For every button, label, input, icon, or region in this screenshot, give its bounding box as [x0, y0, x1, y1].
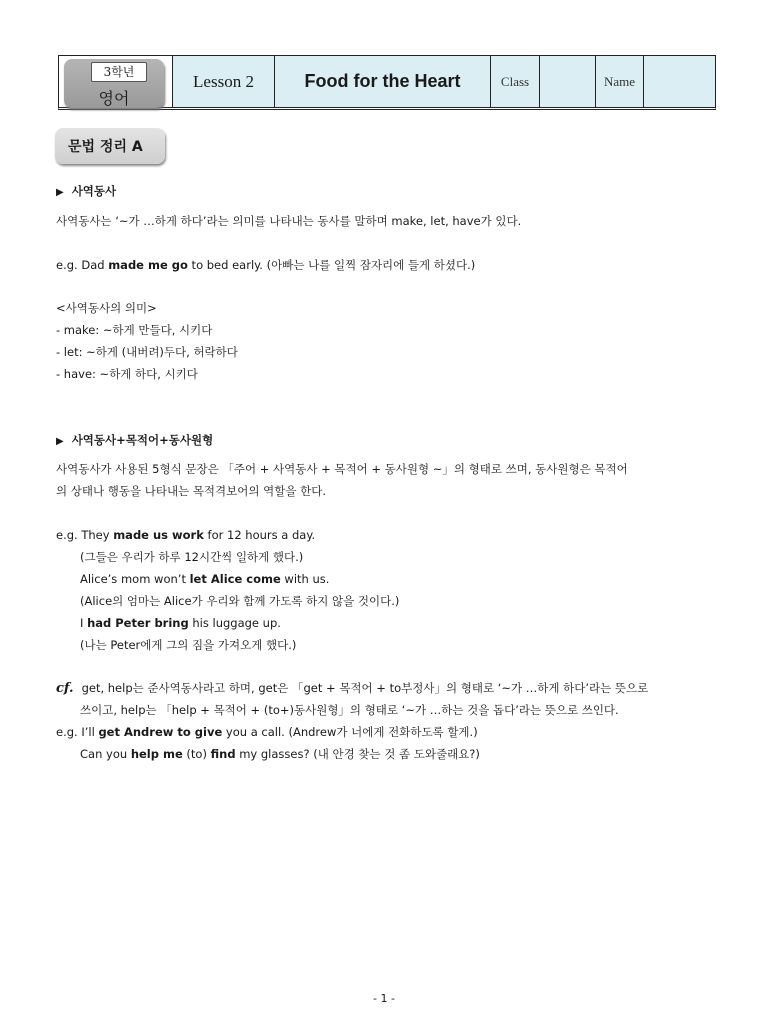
example-bold: made me go	[108, 258, 188, 272]
meaning-item: - let: ~하게 (내버려)두다, 허락하다	[56, 345, 238, 359]
lesson-label: Lesson 2	[173, 56, 275, 107]
example-2-translation: (Alice의 엄마는 Alice가 우리와 함께 가도록 하지 않을 것이다.)	[80, 594, 400, 608]
example-2-line	[80, 571, 329, 587]
example-text: I	[80, 616, 88, 630]
cf-note-line-1	[56, 680, 648, 697]
example-2-translation: (그들은 우리가 하루 12시간씩 일하게 했다.)	[80, 550, 304, 564]
example-text: Can you	[80, 747, 131, 761]
name-label: Name	[596, 56, 644, 107]
meaning-item: - have: ~하게 하다, 시키다	[56, 367, 198, 381]
page-number: - 1 -	[373, 992, 395, 1005]
lesson-title: Food for the Heart	[275, 56, 491, 107]
example-text: e.g. They	[56, 528, 114, 542]
header-table	[58, 55, 716, 110]
example-text: for 12 hours a day.	[203, 528, 316, 542]
heading-text: 사역동사	[71, 184, 117, 198]
class-field[interactable]	[540, 56, 596, 107]
paragraph-2-line-1: 사역동사가 사용된 5형식 문장은 「주어 + 사역동사 + 목적어 + 동사원형 ~」의 형태로 쓰며, 동사원형은 목적어	[56, 462, 628, 476]
example-text: Alice’s mom won’t	[80, 572, 190, 586]
heading-causative	[56, 183, 116, 201]
class-label: Class	[491, 56, 540, 107]
example-2-translation: (나는 Peter에게 그의 짐을 가져오게 했다.)	[80, 638, 297, 652]
example-text: (to)	[182, 747, 211, 761]
example-text: you a call. (Andrew가 너에게 전화하도록 할게.)	[222, 725, 478, 739]
paragraph-1: 사역동사는 ‘~가 …하게 하다’라는 의미를 나타내는 동사를 말하며 make, let, have가 있다.	[56, 214, 522, 228]
section-title: 문법 정리 A	[55, 128, 165, 164]
grade-cell	[59, 56, 173, 107]
name-field[interactable]	[644, 56, 715, 107]
example-3-line-1	[56, 724, 478, 740]
example-bold: let Alice come	[189, 572, 281, 586]
triangle-bullet-icon: ▶	[56, 436, 64, 447]
example-text: e.g. Dad	[56, 258, 109, 272]
paragraph-2-line-2: 의 상태나 행동을 나타내는 목적격보어의 역할을 한다.	[56, 484, 326, 498]
example-2-line	[56, 527, 315, 543]
example-bold: help me	[130, 747, 183, 761]
example-text: his luggage up.	[188, 616, 281, 630]
example-2-line	[80, 615, 281, 631]
example-bold: had Peter bring	[87, 616, 189, 630]
cf-note-line-2: 쓰이고, help는 「help + 목적어 + (to+)동사원형」의 형태로 ‘~가 …하는 것을 돕다’라는 뜻으로 쓰인다.	[80, 703, 619, 717]
example-text: with us.	[280, 572, 330, 586]
example-text: my glasses? (내 안경 찾는 것 좀 도와줄래요?)	[235, 747, 480, 761]
cf-label: cf.	[56, 681, 74, 696]
example-bold: get Andrew to give	[98, 725, 223, 739]
cf-text: get, help는 준사역동사라고 하며, get은 「get + 목적어 + to부정사」의 형태로 ‘~가 …하게 하다’라는 뜻으로	[81, 681, 649, 695]
meaning-title: <사역동사의 의미>	[56, 301, 157, 315]
grade-label: 3학년	[91, 62, 147, 82]
example-bold: made us work	[113, 528, 204, 542]
grade-badge	[64, 59, 164, 108]
heading-text: 사역동사+목적어+동사원형	[71, 433, 214, 447]
heading-causative-structure	[56, 432, 213, 450]
subject-label: 영어	[98, 89, 130, 108]
triangle-bullet-icon: ▶	[56, 187, 64, 198]
example-text: e.g. I’ll	[56, 725, 99, 739]
example-bold: find	[210, 747, 236, 761]
example-1	[56, 257, 475, 273]
example-text: to bed early. (아빠는 나를 일찍 잠자리에 들게 하셨다.)	[187, 258, 476, 272]
example-3-line-2	[80, 746, 480, 762]
meaning-item: - make: ~하게 만들다, 시키다	[56, 323, 213, 337]
